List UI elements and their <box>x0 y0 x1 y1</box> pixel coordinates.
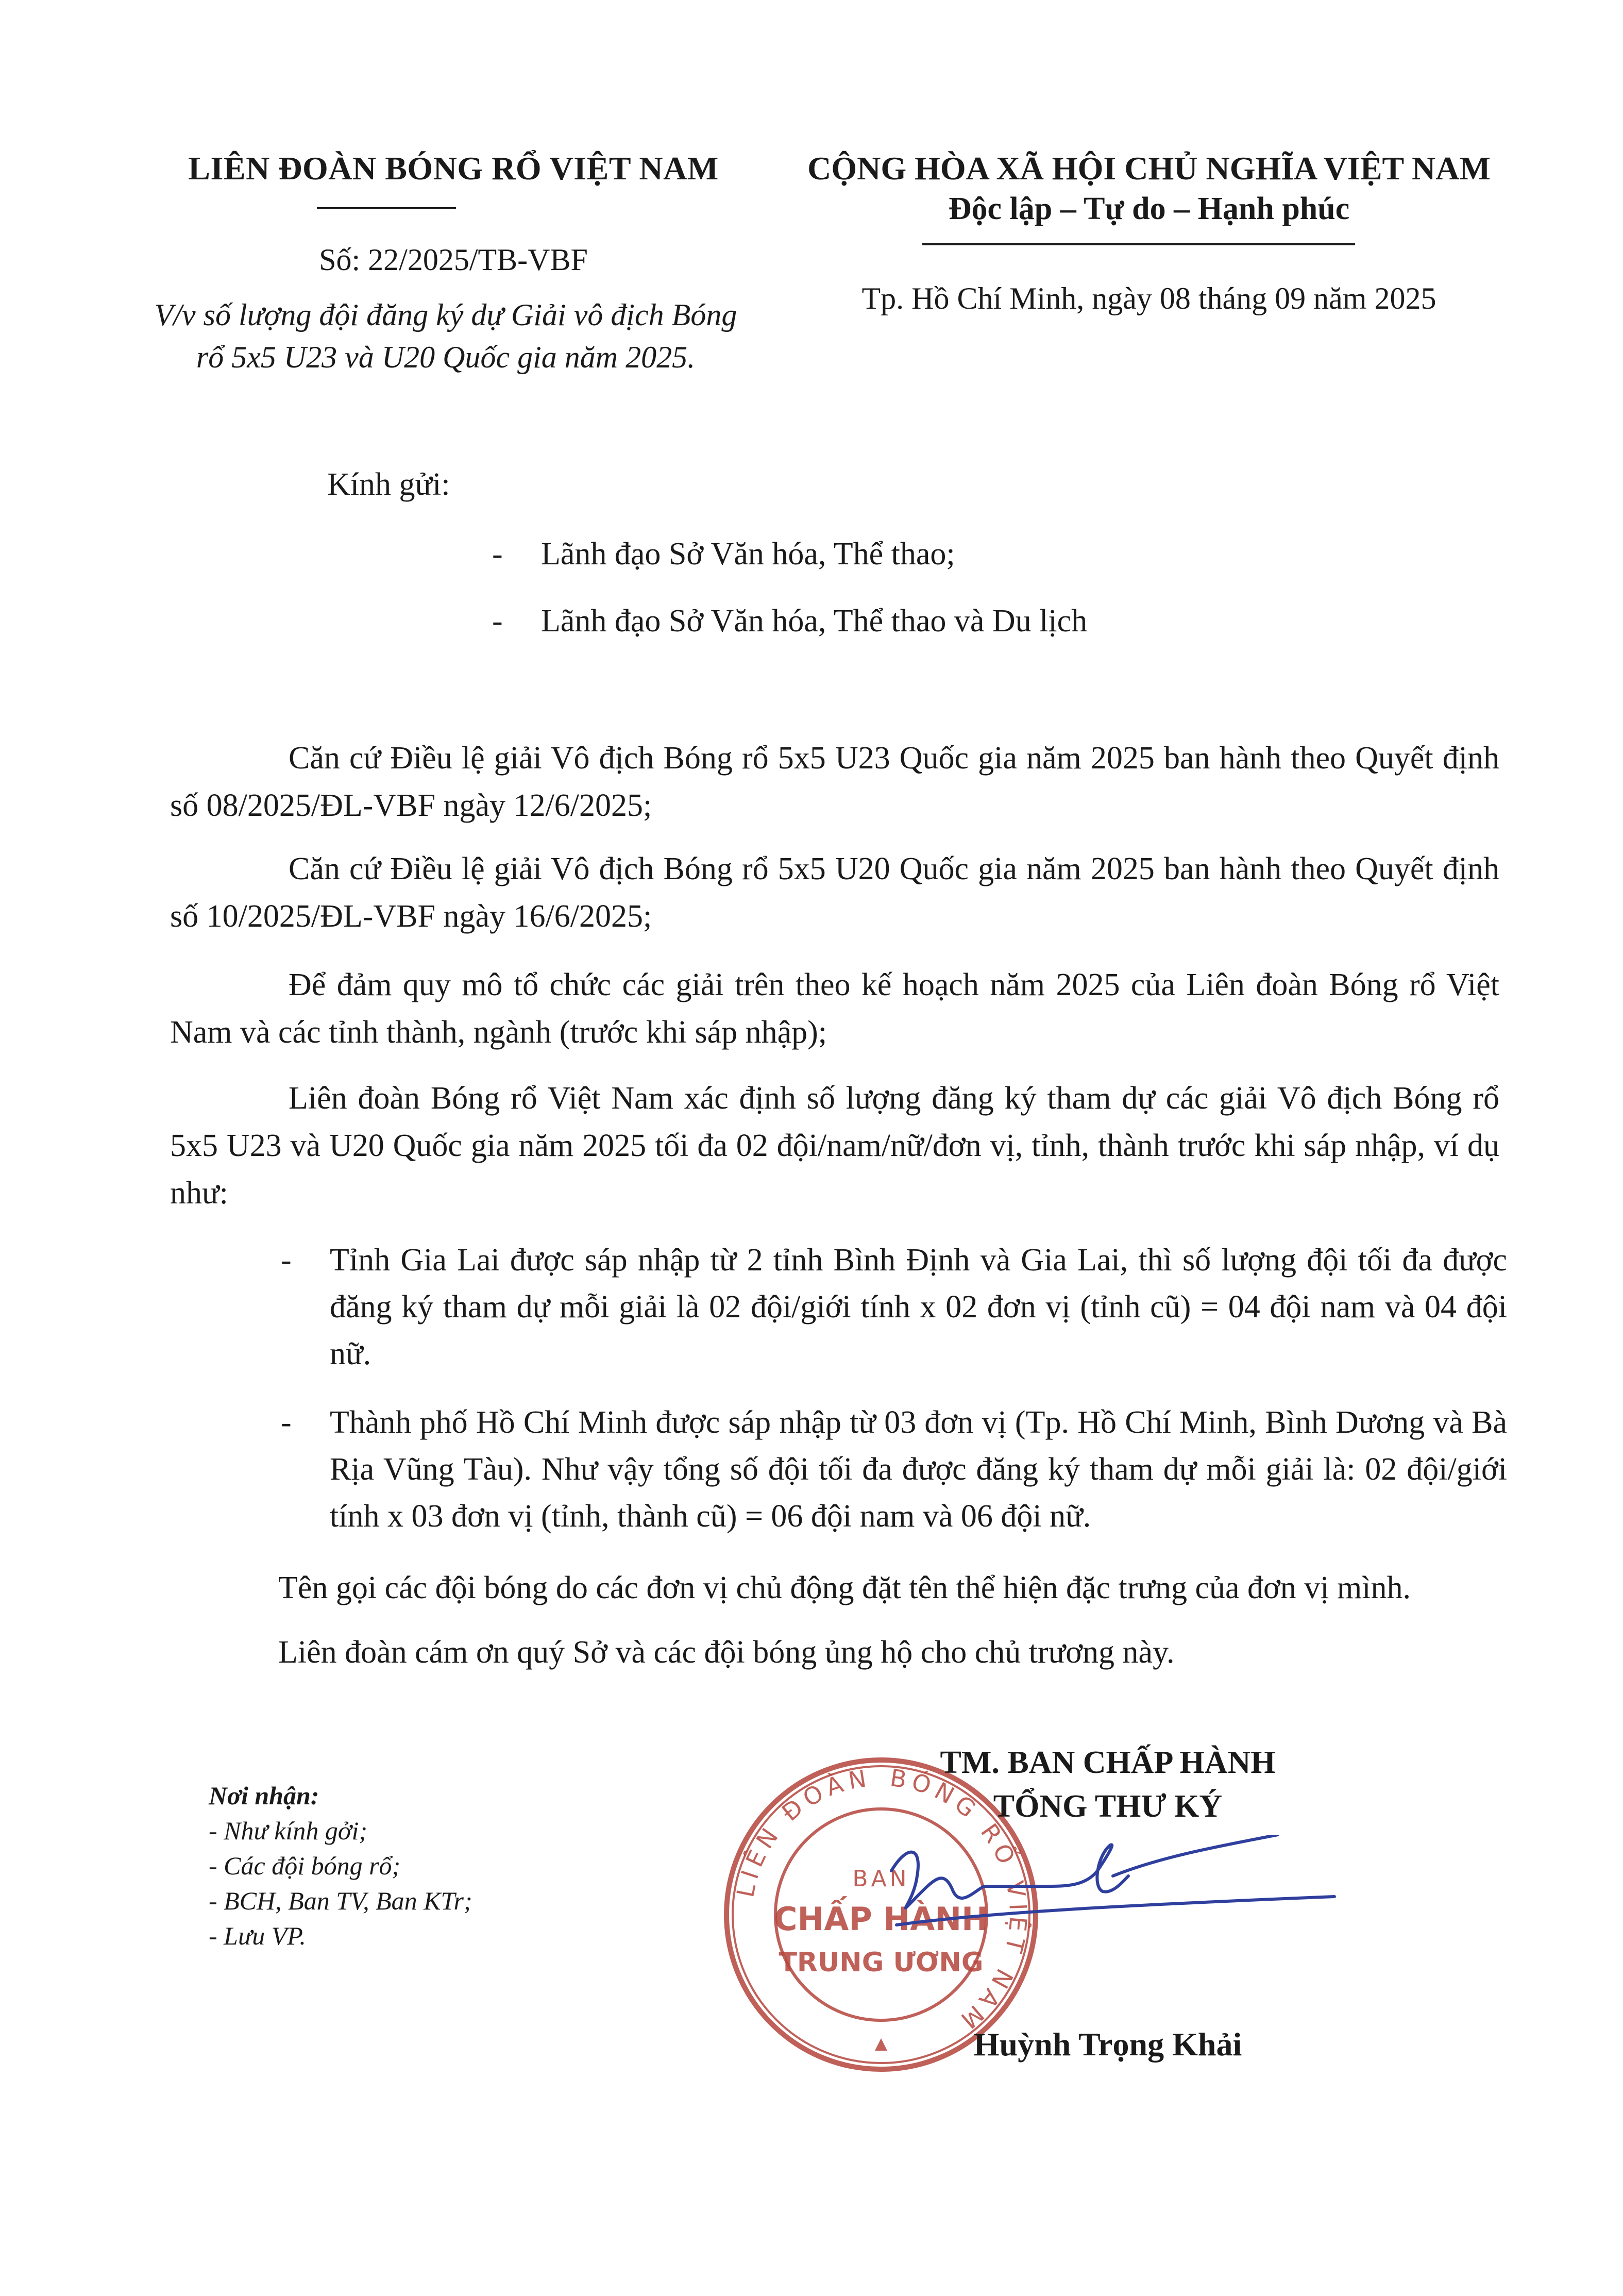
signer-name: Huỳnh Trọng Khải <box>973 2026 1242 2063</box>
body-paragraph: Để đảm quy mô tổ chức các giải trên theo kế hoạch năm 2025 của Liên đoàn Bóng rổ Việt Nam và các tỉnh thành, ngành (trước khi sáp nhập); <box>170 967 1499 1050</box>
issuing-organization: LIÊN ĐOÀN BÓNG RỔ VIỆT NAM <box>188 150 719 187</box>
seal-ring-right: VIỆT NAM <box>952 1879 1033 2038</box>
body-paragraph: Liên đoàn Bóng rổ Việt Nam xác định số lượng đăng ký tham dự các giải Vô địch Bóng rổ 5x5 U23 và U20 Quốc gia năm 2025 tối đa 02 đội/nam/nữ/đơn vị, tỉnh, thành trước khi sáp nhập, ví dụ như: <box>170 1081 1499 1211</box>
recipient-label: Lãnh đạo Sở Văn hóa, Thể thao; <box>541 537 955 572</box>
seal-line3: TRUNG ƯƠNG <box>779 1947 984 1978</box>
closing-line: Liên đoàn cám ơn quý Sở và các đội bóng ủng hộ cho chủ trương này. <box>278 1635 1175 1670</box>
seal-ring-top: BÓNG RỔ <box>888 1764 1023 1873</box>
place-and-date: Tp. Hồ Chí Minh, ngày 08 tháng 09 năm 2025 <box>861 281 1436 315</box>
receiver-item: - Lưu VP. <box>209 1921 306 1950</box>
example-dash: - <box>281 1243 292 1278</box>
national-motto: Độc lập – Tự do – Hạnh phúc <box>948 191 1350 226</box>
greeting: Kính gửi: <box>327 467 450 502</box>
signature-role-line2: TỔNG THƯ KÝ <box>993 1789 1223 1824</box>
receiver-item: - BCH, Ban TV, Ban KTr; <box>209 1886 472 1915</box>
example-dash: - <box>281 1405 292 1440</box>
seal-line2: CHẤP HÀNH <box>773 1900 989 1938</box>
body-paragraph: Căn cứ Điều lệ giải Vô địch Bóng rổ 5x5 U20 Quốc gia năm 2025 ban hành theo Quyết định số 10/2025/ĐL-VBF ngày 16/6/2025; <box>170 851 1499 934</box>
handwritten-signature <box>886 1835 1340 1938</box>
recipient-dash: - <box>492 604 503 639</box>
body-paragraph: Căn cứ Điều lệ giải Vô địch Bóng rổ 5x5 U23 Quốc gia năm 2025 ban hành theo Quyết định số 08/2025/ĐL-VBF ngày 12/6/2025; <box>170 741 1499 823</box>
document-number: Số: 22/2025/TB-VBF <box>319 243 588 277</box>
recipient-dash: - <box>492 537 503 572</box>
receivers-title: Nơi nhận: <box>209 1781 319 1810</box>
receiver-item: - Các đội bóng rổ; <box>209 1851 401 1880</box>
seal-ring-left: LIÊN ĐOÀN <box>731 1764 873 1900</box>
example-text: Thành phố Hồ Chí Minh được sáp nhập từ 03 đơn vị (Tp. Hồ Chí Minh, Bình Dương và Bà Rịa Vũng Tàu). Như vậy tổng số đội tối đa được đăng ký tham dự mỗi giải là: 02 đội/giới tính x 03 đơn vị (tỉnh, thành cũ) = 06 đội nam và 06 đội nữ. <box>330 1405 1507 1534</box>
header-underline-left <box>317 207 456 209</box>
signature-role-line1: TM. BAN CHẤP HÀNH <box>940 1745 1276 1780</box>
document-subject: V/v số lượng đội đăng ký dự Giải vô địch Bóng rổ 5x5 U23 và U20 Quốc gia năm 2025. <box>154 298 737 374</box>
header-underline-right <box>922 243 1355 245</box>
national-title: CỘNG HÒA XÃ HỘI CHỦ NGHĨA VIỆT NAM <box>807 150 1491 187</box>
closing-line: Tên gọi các đội bóng do các đơn vị chủ động đặt tên thể hiện đặc trưng của đơn vị mình. <box>278 1570 1411 1605</box>
example-text: Tỉnh Gia Lai được sáp nhập từ 2 tỉnh Bình Định và Gia Lai, thì số lượng đội tối đa được đăng ký tham dự mỗi giải là 02 đội/giới tính x 02 đơn vị (tỉnh cũ) = 04 đội nam và 04 đội nữ. <box>330 1243 1507 1371</box>
receiver-item: - Như kính gởi; <box>209 1816 368 1845</box>
seal-line1: BAN <box>852 1866 910 1892</box>
recipient-label: Lãnh đạo Sở Văn hóa, Thể thao và Du lịch <box>541 604 1088 639</box>
receivers-block <box>209 1778 472 1953</box>
